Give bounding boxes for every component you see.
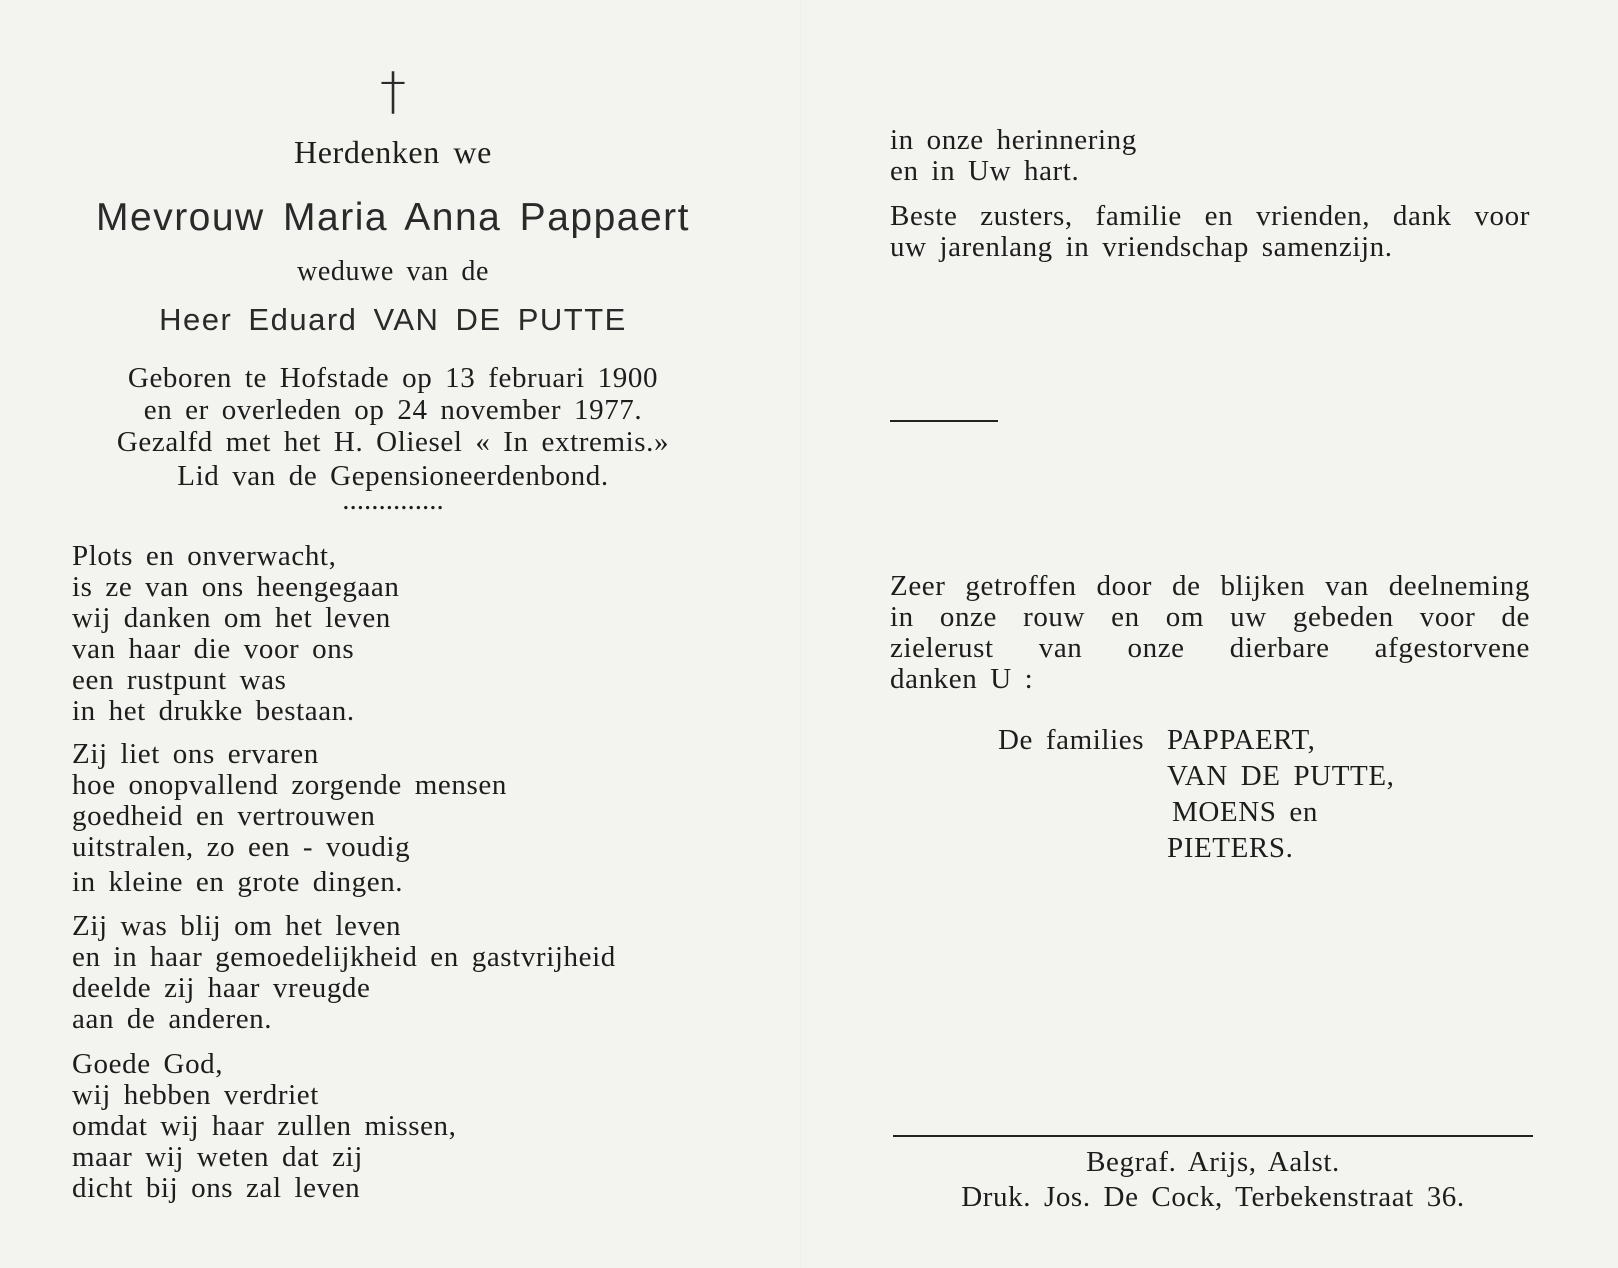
thanks-condolences-line: Zeer getroffen door de blijken van deelneming — [890, 570, 1530, 602]
poem-line: van haar die voor ons — [72, 633, 355, 665]
poem-line: aan de anderen. — [72, 1003, 273, 1035]
family-name: PIETERS. — [1167, 832, 1294, 864]
poem-line: uitstralen, zo een - voudig — [72, 831, 411, 863]
funeral-director: Begraf. Arijs, Aalst. — [1086, 1146, 1340, 1178]
poem-line: Zij was blij om het leven — [72, 910, 402, 942]
poem-line: dicht bij ons zal leven — [72, 1172, 361, 1204]
footer-divider — [893, 1135, 1533, 1137]
spouse-name: Heer Eduard VAN DE PUTTE — [159, 302, 627, 337]
poem-line: in het drukke bestaan. — [72, 695, 355, 727]
poem-line: goedheid en vertrouwen — [72, 800, 376, 832]
poem-end-line: in onze herinnering — [890, 124, 1137, 156]
detail-line: Gezalfd met het H. Oliesel « In extremis.» — [116, 426, 670, 458]
dotted-separator: .............. — [342, 484, 444, 516]
poem-line: een rustpunt was — [72, 664, 287, 696]
thanks-condolences-line: zielerust van onze dierbare afgestorvene — [890, 632, 1530, 664]
poem-line: en in haar gemoedelijkheid en gastvrijheid — [72, 941, 616, 973]
thanks-friends-line: Beste zusters, familie en vrienden, dank voor — [890, 200, 1530, 232]
poem-line: maar wij weten dat zij — [72, 1141, 363, 1173]
thanks-friends-line: uw jarenlang in vriendschap samenzijn. — [890, 231, 1393, 263]
family-name: MOENS en — [1172, 796, 1318, 828]
cross-icon: † — [380, 62, 406, 122]
detail-line: Lid van de Gepensioneerdenbond. — [177, 460, 609, 492]
families-intro: De families — [998, 724, 1145, 756]
poem-line: deelde zij haar vreugde — [72, 972, 371, 1004]
thanks-condolences-line: danken U : — [890, 663, 1034, 695]
poem-line: Zij liet ons ervaren — [72, 738, 319, 770]
card-fold — [800, 0, 801, 1268]
deceased-name: Mevrouw Maria Anna Pappaert — [96, 196, 690, 239]
poem-line: is ze van ons heengegaan — [72, 571, 400, 603]
poem-line: Plots en onverwacht, — [72, 540, 337, 572]
short-divider — [890, 420, 998, 422]
family-name: VAN DE PUTTE, — [1167, 760, 1395, 792]
thanks-condolences-line: in onze rouw en om uw gebeden voor de — [890, 601, 1530, 633]
poem-end-line: en in Uw hart. — [890, 155, 1080, 187]
poem-line: Goede God, — [72, 1048, 224, 1080]
family-name: PAPPAERT, — [1167, 724, 1316, 756]
poem-line: omdat wij haar zullen missen, — [72, 1110, 457, 1142]
detail-line: Geboren te Hofstade op 13 februari 1900 — [127, 362, 659, 394]
poem-line: in kleine en grote dingen. — [72, 866, 404, 898]
poem-line: wij danken om het leven — [72, 602, 391, 634]
detail-line: en er overleden op 24 november 1977. — [143, 394, 643, 426]
intro-heading: Herdenken we — [294, 134, 492, 170]
relation-text: weduwe van de — [297, 256, 489, 287]
poem-line: hoe onopvallend zorgende mensen — [72, 769, 507, 801]
poem-line: wij hebben verdriet — [72, 1079, 319, 1111]
printer-credit: Druk. Jos. De Cock, Terbekenstraat 36. — [961, 1181, 1465, 1213]
